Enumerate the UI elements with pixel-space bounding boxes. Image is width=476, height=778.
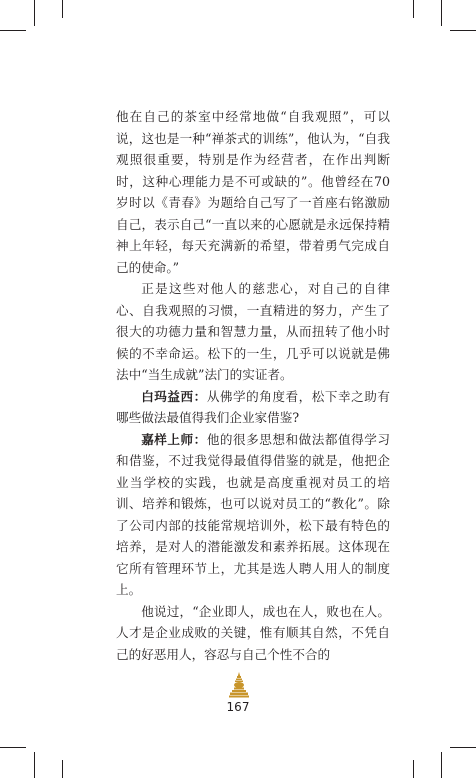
crop-mark-bottom-right-h xyxy=(450,747,476,748)
crop-mark-top-right-v xyxy=(441,0,442,26)
answer-paragraph xyxy=(116,429,390,601)
registration-mark-bottom-right xyxy=(413,760,414,778)
registration-mark-top-right xyxy=(413,0,414,18)
question-paragraph xyxy=(116,386,390,429)
paragraph-continuation: 他在自己的茶室中经常地做“自我观照”，可以说，这也是一种“禅茶式的训练”，他认为，“自我观照很重要，特别是作为经营者，在作出判断时，这种心理能力是不可或缺的”。他曾经在70岁时以《青春》为题给自己写了一首座右铭激励自己，表示自己“一直以来的心愿就是永远保持精神上年轻，每天充满新的希望，带着勇气完成自己的使命。” xyxy=(116,109,390,275)
body-text xyxy=(116,106,390,665)
question-text: 从佛学的角度看，松下幸之助有哪些做法最值得我们企业家借鉴? xyxy=(116,388,391,425)
speaker-name: 白玛益西： xyxy=(141,388,207,404)
crop-mark-bottom-left-h xyxy=(0,747,26,748)
speaker-name: 嘉样上师： xyxy=(141,431,207,447)
registration-mark-top-left xyxy=(62,0,63,18)
registration-mark-bottom-left xyxy=(62,760,63,778)
crop-mark-bottom-left-v xyxy=(34,752,35,778)
crop-mark-top-left-v xyxy=(34,0,35,26)
crop-mark-top-right-h xyxy=(450,30,476,31)
crop-mark-top-left-h xyxy=(0,30,26,31)
crop-mark-bottom-right-v xyxy=(441,752,442,778)
paragraph: 正是这些对他人的慈悲心，对自己的自律心、自我观照的习惯，一直精进的努力，产生了很大的功德力量和智慧力量，从而扭转了他小时候的不幸命运。松下的一生，几乎可以说就是佛法中“当生成就”法门的实证者。 xyxy=(116,281,390,382)
closing-paragraph: 他说过，“企业即人，成也在人，败也在人。人才是企业成败的关键，惟有顺其自然，不凭自己的好恶用人，容忍与自己个性不合的 xyxy=(116,603,390,662)
page-number: 167 xyxy=(226,700,250,714)
stupa-ornament-icon xyxy=(228,672,250,698)
answer-text: 他的很多思想和做法都值得学习和借鉴，不过我觉得最值得借鉴的就是，他把企业当学校的实践，也就是高度重视对员工的培训、培养和锻炼，也可以说对员工的“教化”。除了公司内部的技能常规培训外，松下最有特色的培养，是对人的潜能激发和素养拓展。这体现在它所有管理环节上，尤其是选人聘人用人的制度上。 xyxy=(116,431,391,597)
